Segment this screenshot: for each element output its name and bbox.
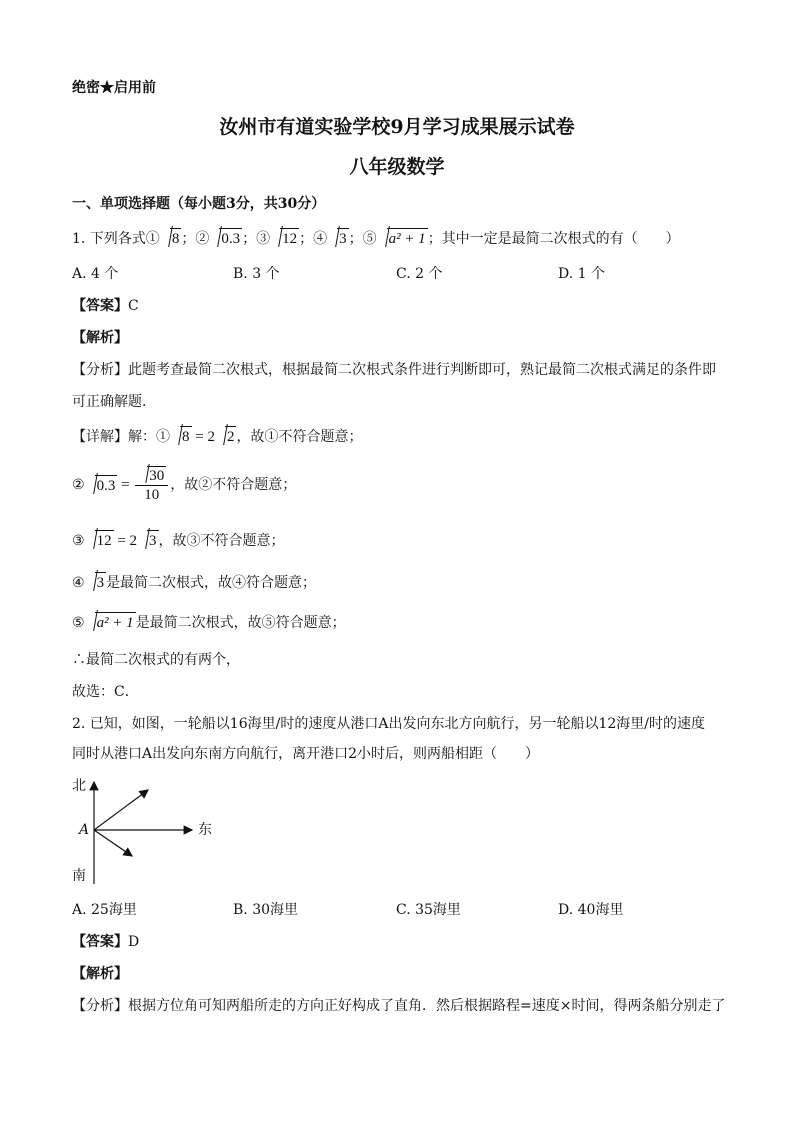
q1-circ-4: ④: [313, 231, 328, 247]
east-label: 东: [198, 822, 212, 838]
q1-circ-2: ②: [195, 231, 210, 247]
detail-tail: 是最简二次根式，故④符合题意；: [106, 575, 317, 591]
radical: 3: [138, 530, 159, 551]
radical: 3: [86, 572, 107, 593]
q1-sep: ；: [181, 231, 196, 247]
q1-sep: ；: [242, 231, 257, 247]
question-1: [72, 228, 680, 249]
answer-value: C: [128, 298, 139, 314]
q1-option-d: D. 1 个: [558, 266, 605, 282]
secret-label: 绝密★启用前: [72, 80, 156, 96]
answer-label: 【答案】: [72, 934, 128, 950]
detail-tail: ，故②不符合题意；: [170, 477, 297, 493]
q2-option-c: C. 35海里: [396, 902, 461, 918]
q1-detail-1: 【详解】解：① 8 = 2 2 ，故①不符合题意；: [72, 426, 362, 447]
q1-detail-5: [72, 612, 346, 633]
q2-option-b: B. 30海里: [233, 902, 299, 918]
radical: 0.3: [86, 475, 118, 496]
q1-item-3: 12: [271, 228, 299, 249]
circ: ③: [72, 533, 85, 549]
circ: ②: [72, 477, 85, 493]
circ: ⑤: [72, 615, 85, 631]
q2-fenxi: 【分析】根据方位角可知两船所走的方向正好构成了直角．然后根据路程=速度×时间，得两条船分别走了: [72, 998, 726, 1014]
q1-option-c: C. 2 个: [396, 266, 443, 282]
coef: 2: [129, 533, 138, 549]
page-title: 汝州市有道实验学校9月学习成果展示试卷: [219, 116, 575, 138]
q1-item-4: 3: [328, 228, 349, 249]
q1-therefore: ∴最简二次根式的有两个，: [72, 652, 240, 668]
radical: a² + 1: [86, 612, 136, 633]
q1-fenxi-line1: 【分析】此题考查最简二次根式，根据最简二次根式条件进行判断即可，熟记最简二次根式满足的条件即: [72, 362, 716, 378]
q1-suffix: ；其中一定是最简二次根式的有（ ）: [427, 231, 680, 247]
q1-detail-2: ② 0.3 = $\frac{30}{10}$ ，故②不符合题意；: [72, 468, 297, 503]
circ: ④: [72, 575, 85, 591]
north-label: 北: [72, 778, 86, 794]
q1-option-a: A. 4 个: [72, 266, 119, 282]
q1-choose: 故选：C．: [72, 684, 139, 700]
q1-item-1: 8: [161, 228, 182, 249]
south-label: 南: [72, 868, 86, 884]
radical: 12: [86, 530, 114, 551]
q2-analysis-label: 【解析】: [72, 966, 128, 982]
detail-tail: ，故③不符合题意；: [158, 533, 285, 549]
detail-tail: ，故①不符合题意；: [236, 429, 363, 445]
q2-option-a: A. 25海里: [72, 902, 137, 918]
southeast-ray: [94, 830, 132, 856]
q1-detail-4: [72, 572, 316, 593]
fraction: $\frac{30}{10}$: [135, 466, 168, 504]
answer-label: 【答案】: [72, 298, 128, 314]
northeast-ray: [94, 790, 148, 830]
q1-sep: ；: [299, 231, 314, 247]
q1-fenxi-line2: 可正确解题．: [72, 394, 156, 410]
q2-answer: [72, 932, 139, 952]
q1-answer: [72, 296, 139, 316]
q2-option-d: D. 40海里: [558, 902, 624, 918]
coef: 2: [207, 429, 215, 445]
q1-option-b: B. 3 个: [233, 266, 280, 282]
detail-prefix: 【详解】解：①: [72, 429, 170, 445]
page-subtitle: 八年级数学: [349, 156, 445, 178]
radical: 2: [216, 426, 237, 447]
q2-line-2: 同时从港口A出发向东南方向航行，离开港口2小时后，则两船相距（ ）: [72, 746, 540, 762]
q1-item-2: 0.3: [210, 228, 242, 249]
answer-value: D: [128, 934, 140, 950]
compass-figure: [70, 774, 230, 886]
q1-analysis-label: 【解析】: [72, 330, 128, 346]
q1-circ-5: ⑤: [362, 231, 377, 247]
section-heading: 一、单项选择题（每小题3分，共30分）: [72, 196, 326, 212]
q1-detail-3: ③ 12 = 2 3 ，故③不符合题意；: [72, 530, 285, 551]
radical: 8: [171, 426, 192, 447]
q2-line-1: 2. 已知，如图，一轮船以16海里/时的速度从港口A出发向东北方向航行，另一轮船以12海里/时的速度: [72, 716, 705, 732]
origin-label: A: [79, 822, 90, 838]
q1-prefix: 1. 下列各式①: [72, 231, 160, 247]
q1-sep: ；: [348, 231, 363, 247]
detail-tail: 是最简二次根式，故⑤符合题意；: [135, 615, 346, 631]
q1-item-5: a² + 1: [378, 228, 428, 249]
q1-circ-3: ③: [256, 231, 271, 247]
